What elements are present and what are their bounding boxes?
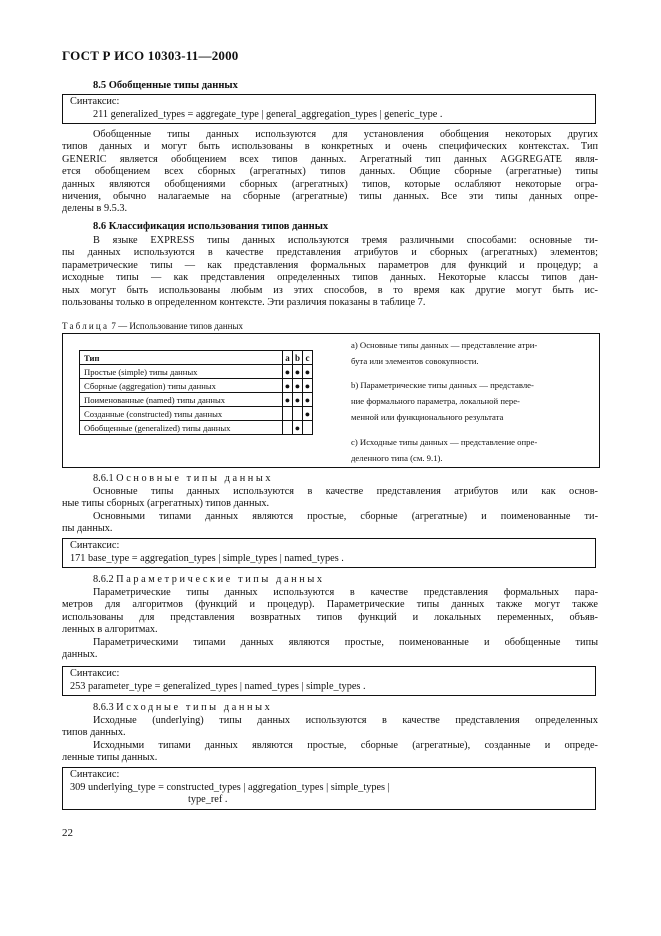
table-row bbox=[80, 421, 313, 435]
paragraph-line: использованы для представления возвратных типов функций и локальных переменных, объяв- bbox=[62, 611, 598, 623]
note-line: ние формального параметра, локальной пере- bbox=[351, 396, 520, 406]
note-line: a) Основные типы данных — представление атри- bbox=[351, 340, 538, 350]
paragraph-line: ленные типы данных. bbox=[62, 752, 158, 764]
col-header-a: a bbox=[283, 351, 293, 365]
col-header-b: b bbox=[293, 351, 303, 365]
paragraph-line: данных являются обобщениями сборных (агрегатных) типов, которые ослабляют некоторые огра- bbox=[62, 178, 598, 190]
syntax-label: Синтаксис: bbox=[70, 540, 120, 551]
paragraph-line: типов данных и могут быть использованы в конкретных и очень специфических контекстах. Тип bbox=[62, 141, 598, 153]
col-header-c: c bbox=[303, 351, 313, 365]
paragraph-line: исходные типы — как представления определенных типов данных. Некоторые классы типов дан- bbox=[62, 272, 598, 284]
note-line: деленного типа (см. 9.1). bbox=[351, 453, 443, 463]
usage-mark-b: ● bbox=[293, 421, 303, 435]
note-line: менной или функционального результата bbox=[351, 412, 504, 422]
section-8-6-2-heading: 8.6.2 Параметрические типы данных bbox=[93, 574, 325, 585]
type-cell: Обобщенные (generalized) типы данных bbox=[80, 421, 283, 435]
usage-mark-c: ● bbox=[303, 379, 313, 393]
syntax-box-8-6-3 bbox=[62, 767, 596, 810]
usage-mark-c: ● bbox=[303, 393, 313, 407]
col-header-type: Тип bbox=[80, 351, 283, 365]
table-note-b bbox=[351, 377, 591, 425]
usage-mark-a: ● bbox=[283, 365, 293, 379]
paragraph-line: ленных в алгоритмах. bbox=[62, 624, 158, 636]
paragraph-line: пользованы только в определенном контексте. Эти различия показаны в таблице 7. bbox=[62, 297, 426, 309]
paragraph-line: ные типы сборных (агрегатных) типов данных. bbox=[62, 498, 270, 510]
section-8-6-3-paragraph-2 bbox=[62, 740, 598, 765]
usage-mark-c: ● bbox=[303, 365, 313, 379]
paragraph-line: типов данных. bbox=[62, 727, 126, 739]
paragraph-line: метров для алгоритмов (функций и процедур). Параметрические типы данных также могут также bbox=[62, 599, 598, 611]
type-cell: Созданные (constructed) типы данных bbox=[80, 407, 283, 421]
paragraph-line: Исходными типами данных являются простые, сборные (агрегатные), созданные и опреде- bbox=[93, 740, 598, 751]
paragraph-line: пы данных используются в качестве представления атрибутов и сборных (агрегатных) элементов; bbox=[62, 247, 598, 259]
paragraph-line: делены в 9.5.3. bbox=[62, 203, 128, 215]
usage-mark-c bbox=[303, 421, 313, 435]
usage-mark-b: ● bbox=[293, 365, 303, 379]
table-row bbox=[80, 407, 313, 421]
paragraph-line: Основными типами данных являются простые, сборные (агрегатные) и поименованные ти- bbox=[93, 511, 598, 522]
paragraph-line: В языке EXPRESS типы данных используются тремя различными способами: основные ти- bbox=[93, 235, 598, 246]
syntax-label: Синтаксис: bbox=[70, 668, 120, 679]
paragraph-line: Параметрическими типами данных являются простые, поименованные и обобщенные типы bbox=[93, 637, 598, 648]
usage-mark-c: ● bbox=[303, 407, 313, 421]
section-8-6-3-heading: 8.6.3 Исходные типы данных bbox=[93, 702, 273, 713]
table-7-caption: Таблица 7 — Использование типов данных bbox=[62, 321, 244, 331]
syntax-box-8-6-1 bbox=[62, 538, 596, 568]
syntax-rule: 211 generalized_types = aggregate_type | general_aggregation_types | generic_type . bbox=[93, 108, 443, 120]
syntax-label: Синтаксис: bbox=[70, 96, 120, 107]
usage-mark-a bbox=[283, 421, 293, 435]
usage-mark-b: ● bbox=[293, 379, 303, 393]
type-cell: Простые (simple) типы данных bbox=[80, 365, 283, 379]
paragraph-line: Обобщенные типы данных используются для установления обобщения некоторых других bbox=[93, 129, 598, 140]
usage-mark-a bbox=[283, 407, 293, 421]
table-row bbox=[80, 365, 313, 379]
paragraph-line: ничения, обычно налагаемые на сборные (агрегатные) типы данных. Все эти типы данных опре- bbox=[62, 191, 598, 203]
usage-mark-b: ● bbox=[293, 393, 303, 407]
section-8-6-2-paragraph-1 bbox=[62, 587, 598, 637]
syntax-rule: 171 base_type = aggregation_types | simple_types | named_types . bbox=[70, 552, 344, 564]
page-number: 22 bbox=[62, 827, 73, 839]
note-line: бута или элементов совокупности. bbox=[351, 356, 479, 366]
section-8-6-heading: 8.6 Классификация использования типов данных bbox=[93, 221, 329, 232]
paragraph-line: данных. bbox=[62, 649, 98, 661]
document-header: ГОСТ Р ИСО 10303-11—2000 bbox=[62, 48, 239, 63]
section-8-5-heading: 8.5 Обобщенные типы данных bbox=[93, 80, 238, 91]
syntax-rule-line-2: type_ref . bbox=[188, 794, 228, 806]
section-8-6-3-paragraph-1 bbox=[62, 715, 598, 740]
table-note-a bbox=[351, 337, 591, 369]
table-7 bbox=[79, 350, 313, 435]
syntax-rule: 253 parameter_type = generalized_types | named_types | simple_types . bbox=[70, 680, 366, 692]
section-8-5-paragraph bbox=[62, 129, 598, 216]
type-cell: Сборные (aggregation) типы данных bbox=[80, 379, 283, 393]
section-8-6-paragraph bbox=[62, 235, 598, 309]
section-8-6-1-heading: 8.6.1 Основные типы данных bbox=[93, 473, 274, 484]
usage-mark-b bbox=[293, 407, 303, 421]
table-header-row bbox=[80, 351, 313, 365]
paragraph-line: Основные типы данных используются в качестве представления атрибутов или как основ- bbox=[93, 486, 598, 497]
paragraph-line: Исходные (underlying) типы данных используются в качестве представления определенных bbox=[93, 715, 598, 726]
paragraph-line: GENERIC является обобщением всех типов данных. Агрегатный тип данных AGGREGATE явля- bbox=[62, 153, 598, 165]
section-8-6-1-paragraph-2 bbox=[62, 511, 598, 536]
paragraph-line: параметрические типы — как представления формальных параметров для функций и процедур; а bbox=[62, 259, 598, 271]
usage-mark-a: ● bbox=[283, 379, 293, 393]
type-cell: Поименованные (named) типы данных bbox=[80, 393, 283, 407]
usage-mark-a: ● bbox=[283, 393, 293, 407]
syntax-box-8-5 bbox=[62, 94, 596, 124]
paragraph-line: пы данных. bbox=[62, 523, 113, 535]
paragraph-line: ных могут быть использованы любым из этих способов, в то время как другие могут быть ис- bbox=[62, 284, 598, 296]
syntax-rule-line-1: 309 underlying_type = constructed_types | aggregation_types | simple_types | bbox=[70, 781, 390, 793]
note-line: c) Исходные типы данных — представление опре- bbox=[351, 437, 538, 447]
table-row bbox=[80, 379, 313, 393]
section-8-6-2-paragraph-2 bbox=[62, 637, 598, 662]
table-note-c bbox=[351, 434, 591, 466]
table-row bbox=[80, 393, 313, 407]
note-line: b) Параметрические типы данных — представле- bbox=[351, 380, 534, 390]
paragraph-line: ется обобщением всех сборных (агрегатных) типов данных. Общие сборные (агрегатные) типы bbox=[62, 166, 598, 178]
section-8-6-1-paragraph-1 bbox=[62, 486, 598, 511]
syntax-box-8-6-2 bbox=[62, 666, 596, 696]
paragraph-line: Параметрические типы данных используются в качестве представления формальных пара- bbox=[93, 587, 598, 598]
syntax-label: Синтаксис: bbox=[70, 769, 120, 780]
